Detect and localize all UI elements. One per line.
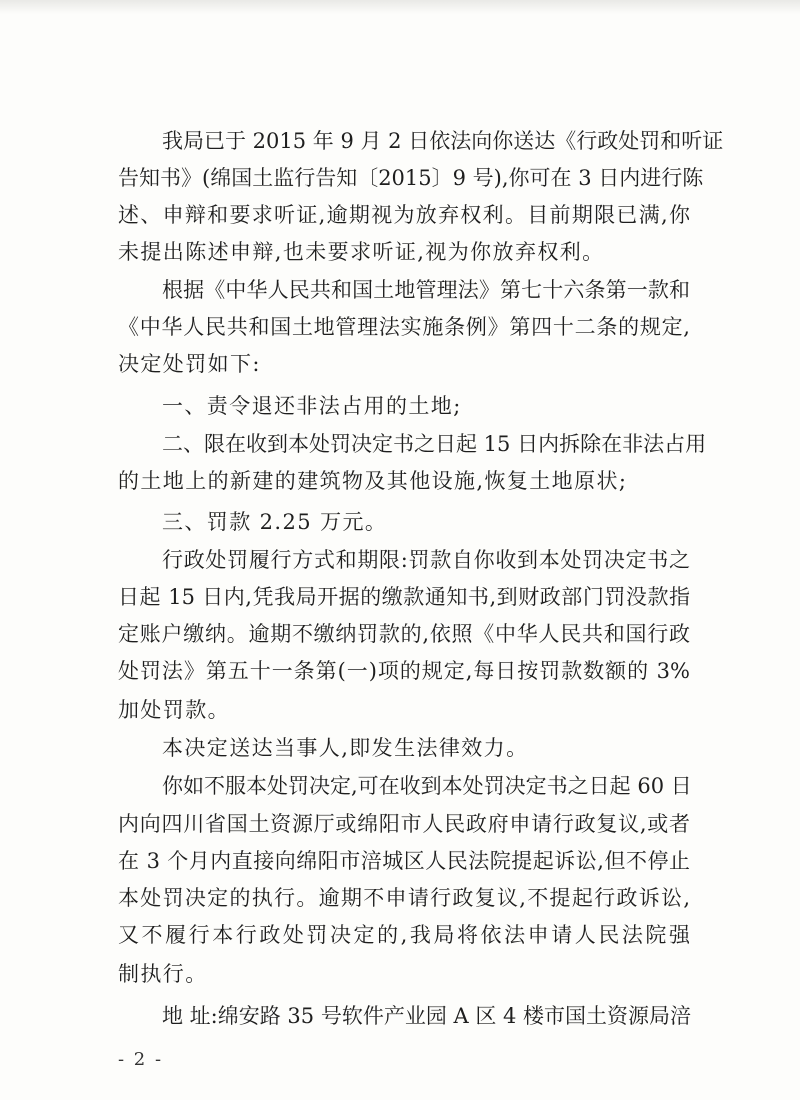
paragraph-line: 加处罚款。 bbox=[118, 698, 230, 722]
list-item: 二、限在收到本处罚决定书之日起 15 日内拆除在非法占用 bbox=[162, 432, 707, 456]
paragraph-line: 《中华人民共和国土地管理法实施条例》第四十二条的规定, bbox=[118, 315, 690, 339]
paragraph-line: 述、申辩和要求听证,逾期视为放弃权利。目前期限已满,你 bbox=[118, 203, 690, 227]
paragraph-line: 我局已于 2015 年 9 月 2 日依法向你送达《行政处罚和听证 bbox=[162, 129, 724, 153]
paragraph-line: 本处罚决定的执行。逾期不申请行政复议,不提起行政诉讼, bbox=[118, 886, 690, 910]
paragraph-line: 定账户缴纳。逾期不缴纳罚款的,依照《中华人民共和国行政 bbox=[118, 622, 690, 646]
paragraph-line: 你如不服本处罚决定,可在收到本处罚决定书之日起 60 日 bbox=[162, 774, 692, 798]
paragraph-line: 制执行。 bbox=[118, 962, 208, 986]
paragraph-line: 本决定送达当事人,即发生法律效力。 bbox=[162, 736, 529, 760]
paragraph-line: 处罚法》第五十一条第(一)项的规定,每日按罚款数额的 3% bbox=[118, 659, 690, 683]
paragraph-line: 日起 15 日内,凭我局开据的缴款通知书,到财政部门罚没款指 bbox=[118, 585, 690, 609]
scan-edge bbox=[0, 0, 800, 14]
paragraph-line: 在 3 个月内直接向绵阳市涪城区人民法院提起诉讼,但不停止 bbox=[118, 849, 690, 873]
page-number: - 2 - bbox=[118, 1049, 164, 1070]
paragraph-line: 又不履行本行政处罚决定的,我局将依法申请人民法院强 bbox=[118, 923, 690, 947]
paragraph-line: 内向四川省国土资源厅或绵阳市人民政府申请行政复议,或者 bbox=[118, 812, 690, 836]
paragraph-line: 根据《中华人民共和国土地管理法》第七十六条第一款和 bbox=[162, 278, 690, 302]
paragraph-line: 未提出陈述申辩,也未要求听证,视为你放弃权利。 bbox=[118, 240, 605, 264]
paragraph-line: 的土地上的新建的建筑物及其他设施,恢复土地原状; bbox=[118, 469, 628, 493]
address-line: 地 址:绵安路 35 号软件产业园 A 区 4 楼市国土资源局涪 bbox=[162, 1004, 692, 1028]
list-item: 三、罚款 2.25 万元。 bbox=[162, 510, 388, 534]
paragraph-line: 决定处罚如下: bbox=[118, 352, 261, 376]
list-item: 一、责令退还非法占用的土地; bbox=[162, 394, 462, 418]
paragraph-line: 告知书》(绵国土监行告知〔2015〕9 号),你可在 3 日内进行陈 bbox=[118, 166, 704, 190]
paragraph-line: 行政处罚履行方式和期限:罚款自你收到本处罚决定书之 bbox=[162, 548, 690, 572]
